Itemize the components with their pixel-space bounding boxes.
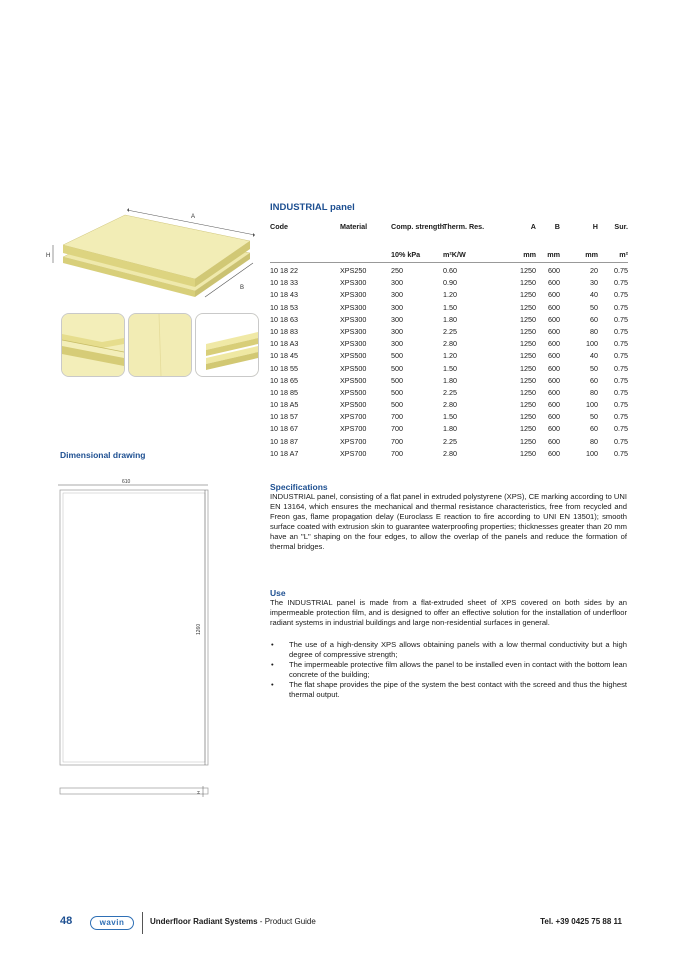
cell-a: 1250 — [520, 412, 536, 422]
cell-b: 600 — [548, 326, 560, 336]
cell-comp: 250 — [391, 266, 403, 275]
cell-a: 1250 — [520, 424, 536, 434]
cell-therm: 0.60 — [443, 266, 457, 275]
cell-comp: 300 — [391, 290, 403, 300]
table-units — [270, 250, 628, 263]
cell-comp: 300 — [391, 314, 403, 324]
cell-b: 600 — [548, 436, 560, 446]
cell-b: 600 — [548, 351, 560, 361]
cell-material: XPS300 — [340, 290, 367, 300]
label-b: B — [240, 285, 245, 291]
cell-material: XPS300 — [340, 302, 367, 312]
cell-sur: 0.75 — [614, 278, 628, 288]
cell-code: 10 18 85 — [270, 387, 298, 397]
cell-a: 1250 — [520, 302, 536, 312]
dimensional-drawing-label: Dimensional drawing — [60, 450, 146, 460]
panel-stack-illustration — [45, 205, 260, 300]
cell-b: 600 — [548, 363, 560, 373]
cell-material: XPS500 — [340, 375, 367, 385]
cell-b: 600 — [548, 266, 560, 275]
cell-b: 600 — [548, 290, 560, 300]
product-title: INDUSTRIAL panel — [270, 202, 355, 213]
cell-h: 40 — [590, 290, 598, 300]
cell-sur: 0.75 — [614, 290, 628, 300]
cell-code: 10 18 67 — [270, 424, 298, 434]
cell-h: 100 — [586, 400, 598, 410]
cell-code: 10 18 45 — [270, 351, 298, 361]
cell-h: 80 — [590, 387, 598, 397]
cell-therm: 1.80 — [443, 424, 457, 434]
edge-detail-thumbnail-1 — [61, 313, 125, 377]
cell-code: 10 18 A7 — [270, 448, 299, 458]
col-therm: Therm. Res. — [443, 222, 485, 231]
cell-comp: 500 — [391, 387, 403, 397]
cell-comp: 700 — [391, 424, 403, 434]
cell-comp: 700 — [391, 448, 403, 458]
table-row — [270, 412, 628, 424]
cell-material: XPS300 — [340, 314, 367, 324]
cell-code: 10 18 A3 — [270, 339, 299, 349]
cell-comp: 300 — [391, 339, 403, 349]
unit-b: mm — [547, 250, 560, 259]
label-h2: H — [196, 790, 201, 794]
footer-title-bold: Underfloor Radiant Systems — [150, 917, 258, 926]
cell-code: 10 18 22 — [270, 266, 298, 275]
cell-sur: 0.75 — [614, 412, 628, 422]
cell-b: 600 — [548, 424, 560, 434]
cell-b: 600 — [548, 278, 560, 288]
cell-b: 600 — [548, 375, 560, 385]
specifications-text: INDUSTRIAL panel, consisting of a flat panel in extruded polystyrene (XPS), CE marking according to UNI EN 13164, which ensures the mechanical and thermal resistance characteristics, free from recycled and Freon gas, flame propagation delay (Euroclass E reaction to fire according to UNI EN 13501); smooth surface coated with extrusion skin to guarantee waterproofing properties; thicknesses greater than 20 mm have an "L" shaping on the four edges, to allow the overlap of the panels and reduce the formation of thermal bridges. — [270, 492, 627, 551]
cell-h: 100 — [586, 448, 598, 458]
cell-sur: 0.75 — [614, 326, 628, 336]
label-a: A — [191, 214, 196, 220]
table-row — [270, 376, 628, 388]
cell-sur: 0.75 — [614, 424, 628, 434]
use-bullet: • The flat shape provides the pipe of the system the best contact with the screed and thus the highest thermal output. — [270, 680, 627, 700]
cell-code: 10 18 65 — [270, 375, 298, 385]
unit-comp: 10% kPa — [391, 250, 421, 259]
footer-title-rest: - Product Guide — [257, 917, 316, 926]
cell-comp: 300 — [391, 326, 403, 336]
cell-sur: 0.75 — [614, 375, 628, 385]
cell-therm: 2.80 — [443, 339, 457, 349]
cell-a: 1250 — [520, 351, 536, 361]
cell-a: 1250 — [520, 436, 536, 446]
cell-h: 50 — [590, 363, 598, 373]
cell-a: 1250 — [520, 375, 536, 385]
cell-h: 60 — [590, 424, 598, 434]
cell-material: XPS500 — [340, 387, 367, 397]
table-row — [270, 400, 628, 412]
cell-therm: 0.90 — [443, 278, 457, 288]
cell-material: XPS700 — [340, 448, 367, 458]
cell-h: 20 — [590, 266, 598, 275]
cell-a: 1250 — [520, 363, 536, 373]
cell-therm: 2.25 — [443, 436, 457, 446]
cell-sur: 0.75 — [614, 448, 628, 458]
cell-b: 600 — [548, 314, 560, 324]
col-h: H — [592, 222, 598, 231]
cell-a: 1250 — [520, 326, 536, 336]
cell-therm: 1.50 — [443, 412, 457, 422]
col-code: Code — [270, 222, 288, 231]
cell-comp: 300 — [391, 278, 403, 288]
cell-code: 10 18 83 — [270, 326, 298, 336]
cell-sur: 0.75 — [614, 436, 628, 446]
cell-material: XPS700 — [340, 412, 367, 422]
cell-material: XPS700 — [340, 424, 367, 434]
table-row — [270, 327, 628, 339]
table-row — [270, 303, 628, 315]
cell-therm: 2.25 — [443, 326, 457, 336]
dimensional-drawing — [50, 475, 220, 810]
unit-therm: m²K/W — [443, 250, 466, 259]
page-number: 48 — [60, 915, 73, 927]
cell-code: 10 18 53 — [270, 302, 298, 312]
label-length: 1260 — [196, 623, 202, 635]
cell-code: 10 18 A5 — [270, 400, 299, 410]
cell-material: XPS300 — [340, 339, 367, 349]
label-width: 610 — [122, 479, 131, 485]
cell-a: 1250 — [520, 266, 536, 275]
table-row — [270, 449, 628, 461]
cell-h: 50 — [590, 302, 598, 312]
cell-h: 30 — [590, 278, 598, 288]
use-bullets — [270, 640, 627, 700]
cell-a: 1250 — [520, 278, 536, 288]
cell-comp: 500 — [391, 400, 403, 410]
use-heading: Use — [270, 588, 286, 598]
cell-h: 40 — [590, 351, 598, 361]
cell-b: 600 — [548, 412, 560, 422]
use-bullet: • The impermeable protective film allows the panel to be installed even in contact with the bottom lean concrete of the building; — [270, 660, 627, 680]
cell-code: 10 18 43 — [270, 290, 298, 300]
cell-comp: 500 — [391, 375, 403, 385]
cell-h: 60 — [590, 314, 598, 324]
cell-h: 80 — [590, 326, 598, 336]
unit-a: mm — [523, 250, 536, 259]
cell-material: XPS300 — [340, 326, 367, 336]
cell-b: 600 — [548, 302, 560, 312]
table-body — [270, 263, 628, 461]
table-row — [270, 278, 628, 290]
cell-code: 10 18 55 — [270, 363, 298, 373]
cell-comp: 500 — [391, 351, 403, 361]
cell-h: 50 — [590, 412, 598, 422]
cell-b: 600 — [548, 400, 560, 410]
table-row — [270, 364, 628, 376]
cell-sur: 0.75 — [614, 302, 628, 312]
cell-code: 10 18 57 — [270, 412, 298, 422]
cell-a: 1250 — [520, 387, 536, 397]
cell-comp: 300 — [391, 302, 403, 312]
col-a: A — [530, 222, 536, 231]
table-row — [270, 388, 628, 400]
col-b: B — [554, 222, 560, 231]
footer-divider — [142, 912, 143, 934]
cell-h: 80 — [590, 436, 598, 446]
cell-a: 1250 — [520, 314, 536, 324]
cell-therm: 2.80 — [443, 448, 457, 458]
cell-sur: 0.75 — [614, 266, 628, 275]
col-material: Material — [340, 222, 368, 231]
cell-a: 1250 — [520, 290, 536, 300]
table-row — [270, 437, 628, 449]
cell-therm: 2.25 — [443, 387, 457, 397]
unit-h: mm — [585, 250, 598, 259]
wavin-logo: wavin — [90, 916, 134, 930]
cell-b: 600 — [548, 339, 560, 349]
cell-b: 600 — [548, 448, 560, 458]
col-sur: Sur. — [614, 222, 628, 231]
cell-b: 600 — [548, 387, 560, 397]
cell-sur: 0.75 — [614, 363, 628, 373]
cell-sur: 0.75 — [614, 351, 628, 361]
cell-material: XPS700 — [340, 436, 367, 446]
cell-sur: 0.75 — [614, 400, 628, 410]
cell-therm: 1.20 — [443, 290, 457, 300]
cell-therm: 2.80 — [443, 400, 457, 410]
unit-sur: m² — [619, 250, 628, 259]
surface-thumbnail — [128, 313, 192, 377]
cell-h: 60 — [590, 375, 598, 385]
cell-sur: 0.75 — [614, 387, 628, 397]
cell-material: XPS500 — [340, 351, 367, 361]
cell-a: 1250 — [520, 339, 536, 349]
cell-code: 10 18 33 — [270, 278, 298, 288]
footer-title — [150, 917, 316, 926]
cell-therm: 1.50 — [443, 363, 457, 373]
table-row — [270, 424, 628, 436]
footer-phone: Tel. +39 0425 75 88 11 — [540, 917, 622, 926]
col-comp: Comp. strength — [391, 222, 445, 231]
specs-table — [270, 222, 628, 461]
table-row — [270, 351, 628, 363]
cell-h: 100 — [586, 339, 598, 349]
cell-code: 10 18 63 — [270, 314, 298, 324]
use-bullet: • The use of a high-density XPS allows obtaining panels with a low thermal conductivity but a high degree of compressive strength; — [270, 640, 627, 660]
table-header — [270, 222, 628, 250]
label-h: H — [46, 253, 51, 259]
table-row — [270, 266, 628, 278]
cell-material: XPS250 — [340, 266, 367, 275]
cell-a: 1250 — [520, 448, 536, 458]
edge-detail-thumbnail-2 — [195, 313, 259, 377]
cell-comp: 700 — [391, 436, 403, 446]
cell-therm: 1.50 — [443, 302, 457, 312]
cell-sur: 0.75 — [614, 314, 628, 324]
cell-a: 1250 — [520, 400, 536, 410]
cell-material: XPS300 — [340, 278, 367, 288]
cell-therm: 1.20 — [443, 351, 457, 361]
cell-code: 10 18 87 — [270, 436, 298, 446]
cell-therm: 1.80 — [443, 314, 457, 324]
cell-comp: 700 — [391, 412, 403, 422]
cell-therm: 1.80 — [443, 375, 457, 385]
specifications-heading: Specifications — [270, 482, 328, 492]
cell-comp: 500 — [391, 363, 403, 373]
use-text: The INDUSTRIAL panel is made from a flat-extruded sheet of XPS covered on both sides by an impermeable protection film, and is designed to offer an effective solution for the installation of underfloor radiant systems in industrial buildings and large non-residential surfaces in general. — [270, 598, 627, 627]
table-row — [270, 339, 628, 351]
cell-sur: 0.75 — [614, 339, 628, 349]
table-row — [270, 290, 628, 302]
table-row — [270, 315, 628, 327]
cell-material: XPS500 — [340, 400, 367, 410]
cell-material: XPS500 — [340, 363, 367, 373]
